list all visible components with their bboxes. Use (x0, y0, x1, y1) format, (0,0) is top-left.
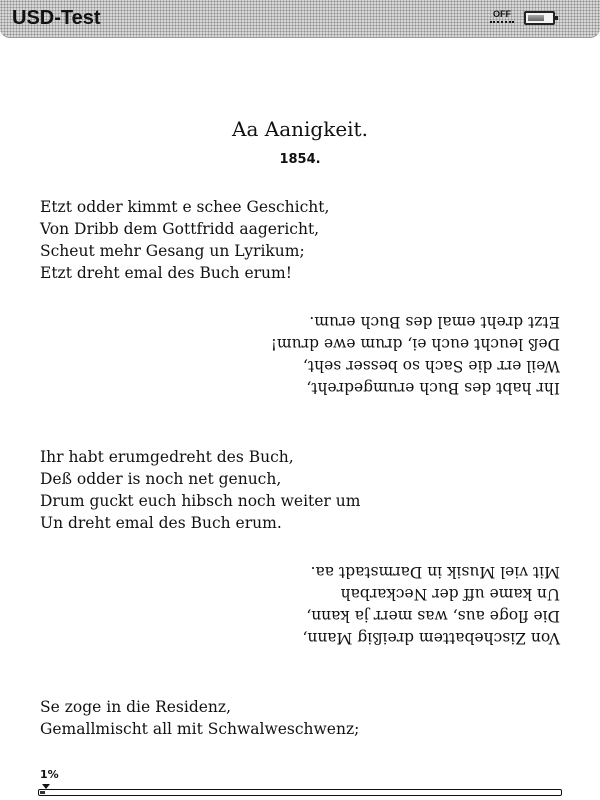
reading-progress-bar[interactable] (38, 789, 562, 796)
verse-line: Drum guckt euch hibsch noch weiter um (40, 492, 361, 510)
battery-icon (524, 11, 555, 25)
wifi-bars (490, 21, 514, 26)
stanza-4-upside-down (40, 561, 560, 649)
verse-line: Etzt dreht emal des Buch erum! (40, 264, 292, 282)
verse-line: Ihr habt erumgedreht des Buch, (40, 448, 294, 466)
verse-line: Un dreht emal des Buch erum. (40, 514, 282, 532)
battery-tip (555, 16, 558, 20)
reading-progress-percent: 1% (40, 768, 59, 781)
verse-line: Un kame uff der Neckarbah (340, 585, 560, 603)
verse-line: Weil err die Sach so besser seht, (302, 357, 560, 375)
wifi-status-label: OFF (493, 9, 511, 19)
wifi-off-icon (489, 10, 515, 26)
verse-line: Se zoge in die Residenz, (40, 698, 232, 716)
reading-progress-fill (40, 791, 45, 794)
verse-line: Mit viel Musik in Darmstadt aa. (310, 563, 560, 581)
verse-line: Deß leucht euch ei, drum ewe drum! (270, 335, 560, 353)
stanza-1 (40, 196, 560, 284)
verse-line: Scheut mehr Gesang un Lyrikum; (40, 242, 305, 260)
stanza-3 (40, 446, 560, 534)
app-title: USD-Test (12, 7, 101, 29)
verse-line: Ihr habt des Buch erumgedreht, (306, 379, 560, 397)
verse-line: Deß odder is noch net genuch, (40, 470, 282, 488)
status-bar (0, 0, 600, 38)
book-title: Aa Aanigkeit. (232, 117, 368, 141)
verse-line: Von Zischebattem dreißig Mann, (302, 629, 560, 647)
stanza-5 (40, 696, 560, 740)
battery-level (528, 15, 544, 21)
verse-line: Die floge aus, was merr ja kann, (306, 607, 560, 625)
verse-line: Gemallmischt all mit Schwalweschwenz; (40, 720, 360, 738)
book-year: 1854. (279, 152, 321, 167)
verse-line: Etzt dreht emal des Buch erum. (309, 313, 560, 331)
stanza-2-upside-down (40, 311, 560, 399)
verse-line: Etzt odder kimmt e schee Geschicht, (40, 198, 330, 216)
verse-line: Von Dribb dem Gottfridd aagericht, (40, 220, 320, 238)
